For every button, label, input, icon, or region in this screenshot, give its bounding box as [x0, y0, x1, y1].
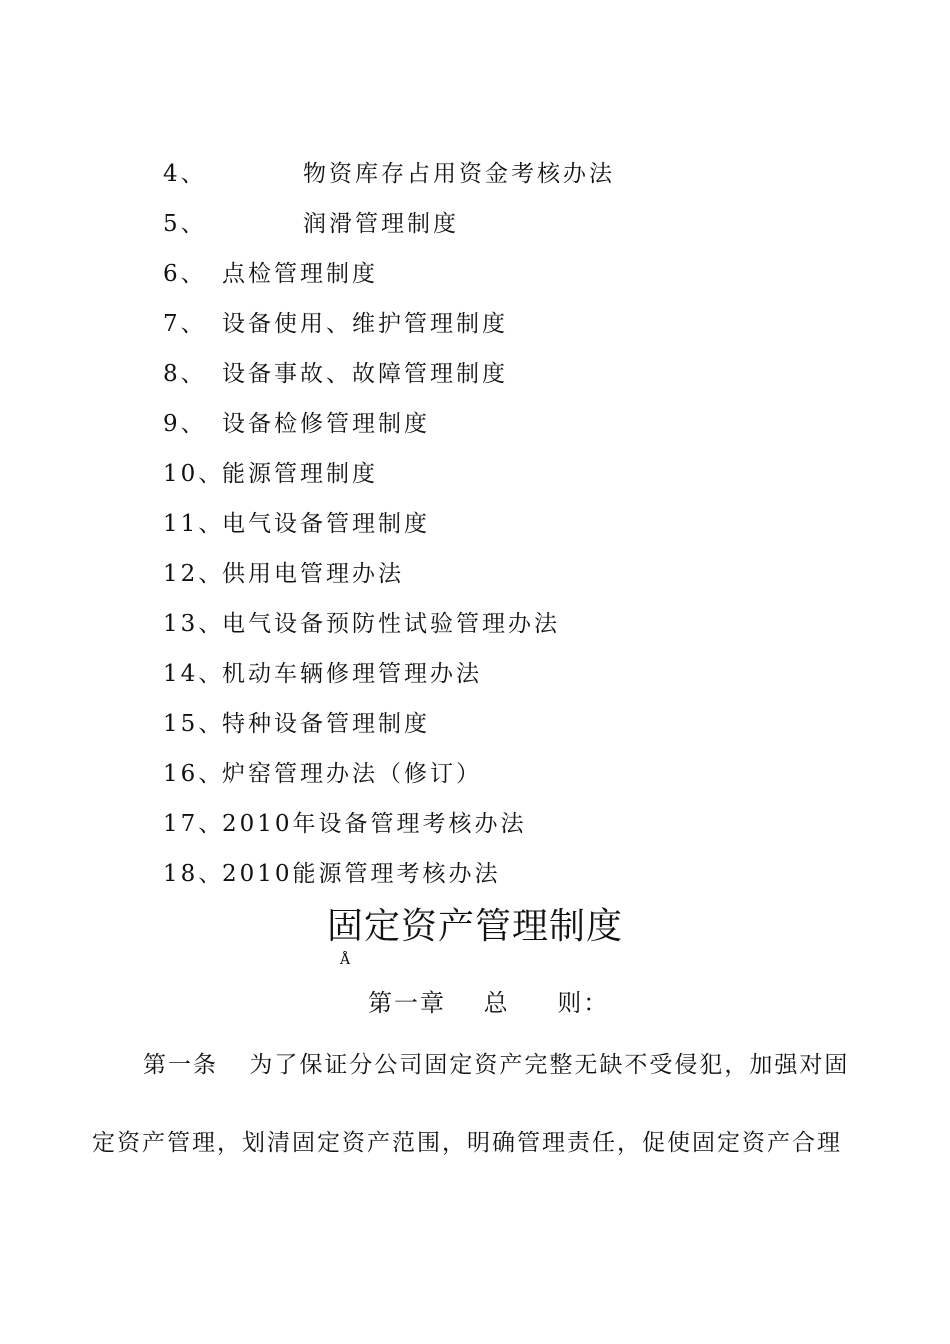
- list-item-number: 8、: [163, 361, 207, 387]
- list-item-text: 润滑管理制度: [303, 211, 459, 237]
- list-item-number: 6、: [163, 261, 207, 287]
- list-item-number: 7、: [163, 311, 207, 337]
- list-item-number: 15、: [163, 711, 225, 737]
- list-item-text: 设备事故、故障管理制度: [222, 361, 508, 387]
- chapter-heading: [368, 983, 609, 1018]
- list-item-number: 14、: [163, 661, 225, 687]
- list-item-text: 设备使用、维护管理制度: [222, 311, 508, 337]
- list-item-text: 电气设备预防性试验管理办法: [222, 611, 560, 637]
- article-line-1: [143, 1046, 849, 1079]
- list-item-number: 13、: [163, 611, 225, 637]
- article-label: 第一条: [143, 1052, 218, 1078]
- article-line-2: 定资产管理，划清固定资产范围，明确管理责任，促使固定资产合理: [92, 1130, 842, 1156]
- list-item-text: 2010年设备管理考核办法: [222, 811, 527, 837]
- list-item-number: 9、: [163, 411, 207, 437]
- chapter-word-2: 则：: [557, 989, 610, 1017]
- list-item-number: 10、: [163, 461, 225, 487]
- list-item-text: 电气设备管理制度: [222, 511, 430, 537]
- list-item-number: 12、: [163, 561, 225, 587]
- list-item-number: 5、: [163, 211, 207, 237]
- chapter-number: 第一章: [368, 989, 446, 1017]
- chapter-word-1: 总: [483, 989, 510, 1017]
- list-item-number: 17、: [163, 811, 225, 837]
- list-item-number: 4、: [163, 161, 207, 187]
- section-title: 固定资产管理制度: [326, 906, 623, 947]
- list-item-text: 设备检修管理制度: [222, 411, 430, 437]
- list-item-number: 11、: [163, 511, 225, 537]
- list-item-number: 18、: [163, 861, 225, 887]
- list-item-text: 2010能源管理考核办法: [222, 861, 501, 887]
- list-item-text: 点检管理制度: [222, 261, 378, 287]
- list-item-text: 物资库存占用资金考核办法: [303, 161, 615, 187]
- list-item-text: 炉窑管理办法（修订）: [222, 761, 482, 787]
- list-item-text: 机动车辆修理管理办法: [222, 661, 482, 687]
- list-item-number: 16、: [163, 761, 225, 787]
- stray-glyph: Å: [340, 952, 351, 968]
- list-item-text: 特种设备管理制度: [222, 711, 430, 737]
- list-item-text: 能源管理制度: [222, 461, 378, 487]
- list-item-text: 供用电管理办法: [222, 561, 404, 587]
- article-text-1: 为了保证分公司固定资产完整无缺不受侵犯，加强对固: [249, 1052, 850, 1078]
